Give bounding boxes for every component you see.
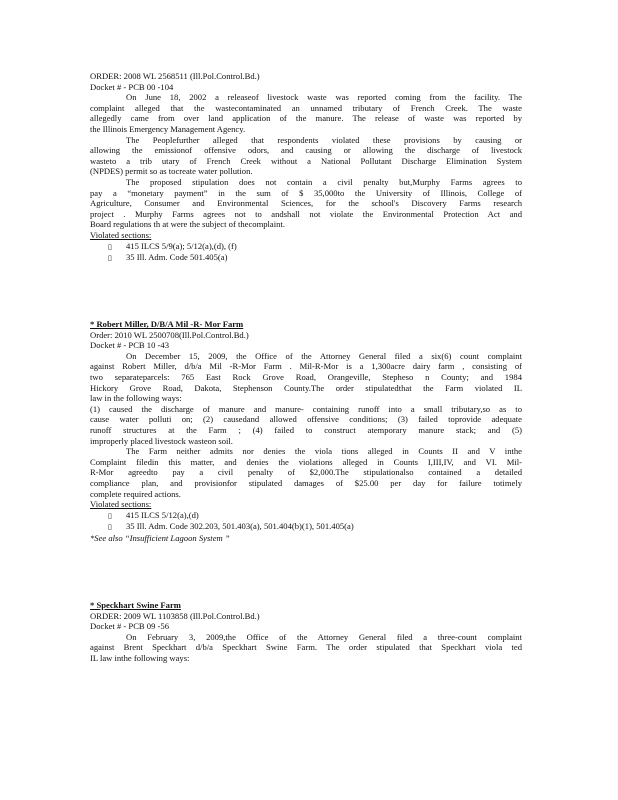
paragraph <box>90 632 522 664</box>
docket-number: Docket # - PCB 00 -104 <box>90 81 174 92</box>
text-line: project . Murphy Farms agrees not to andshall not violate the Environmental Protection Act and <box>90 208 522 219</box>
text-line: R-Mor agreedto pay a civil penalty of $2,000.The stipulationalso contained a detailed <box>90 467 522 478</box>
case-heading: * Robert Miller, D/B/A Mil -R- Mor Farm <box>90 319 244 329</box>
paragraph <box>90 92 522 134</box>
paragraph <box>90 135 522 177</box>
paragraph <box>90 351 522 404</box>
square-bullet-icon: ▯ <box>108 523 112 532</box>
text-line: The proposed stipulation does not contain a civil penalty but,Murphy Farms agrees to <box>126 176 522 187</box>
text-line: On February 3, 2009,the Office of the Attorney General filed a three-count complaint <box>126 631 522 642</box>
case-murphy-farms <box>90 71 522 264</box>
section-list-item: ▯ 415 ILCS 5/9(a); 5/12(a),(d), (f) <box>108 240 237 251</box>
order-citation: Order: 2010 WL 2500708(Ill.Pol.Control.Bd.) <box>90 329 249 340</box>
section-list-item: ▯ 35 Ill. Adm. Code 302.203, 501.403(a), 501.404(b)(1), 501.405(a) <box>108 521 354 532</box>
text-line: two separateparcels: 765 East Rock Grove Road, Orangeville, Stepheso n County; and 1984 <box>90 371 522 382</box>
section-list-item: ▯ 35 Ill. Adm. Code 501.405(a) <box>108 252 228 263</box>
see-also-note: *See also “Insufficient Lagoon System ” <box>90 532 230 543</box>
text-line: pay a “monetary payment” in the sum of $ 35,000to the University of Illinois, College of <box>90 187 522 198</box>
text-line: law in the following ways: <box>90 393 182 404</box>
text-line: the Illinois Emergency Management Agency. <box>90 123 246 134</box>
violated-sections-label: Violated sections: <box>90 229 152 240</box>
text-line: allegedly came from over land application of the manure. The release of waste was reported by <box>90 113 522 124</box>
text-line: runoff structures at the Farm ; (4) failed to construct atemporary manure stack; and (5) <box>90 424 522 435</box>
square-bullet-icon: ▯ <box>108 511 112 520</box>
order-citation: ORDER: 2008 WL 2568511 (Ill.Pol.Control.Bd.) <box>90 71 260 81</box>
paragraph <box>90 446 522 499</box>
text-line: On December 15, 2009, the Office of the Attorney General filed a six(6) count complaint <box>126 350 522 361</box>
violated-sections-label: Violated sections: <box>90 499 152 510</box>
square-bullet-icon: ▯ <box>108 254 112 263</box>
paragraph <box>90 404 522 446</box>
text-line: Complaint filedin this matter, and denies the violations alleged in Counts I,III,IV, and VI. Mil- <box>90 456 522 467</box>
text-line: The Peoplefurther alleged that respondents violated these provisions by causing or <box>126 134 522 145</box>
paragraph <box>90 177 522 230</box>
docket-number: Docket # - PCB 10 -43 <box>90 340 170 351</box>
text-line: compliance plan, and provisionfor stipulated damages of $25.00 per day for failure totimely <box>90 477 522 488</box>
text-line: The Farm neither admits nor denies the viola tions alleged in Counts II and V inthe <box>126 446 522 457</box>
text-line: Agriculture, Consumer and Environmental Sciences, for the school's Discovery Farms research <box>90 198 522 209</box>
order-citation: ORDER: 2009 WL 1103858 (Ill.Pol.Control.Bd.) <box>90 610 260 621</box>
section-list-item: ▯ 415 ILCS 5/12(a),(d) <box>108 509 199 520</box>
text-line: against Robert Miller, d/b/a Mil -R-Mor Farm . Mil-R-Mor is a 1,300acre dairy farm , consisting of <box>90 361 522 372</box>
text-line: complaint alleged that the wastecontaminated an unnamed tributary of French Creek. The waste <box>90 102 522 113</box>
text-line: Hickory Grove Road, Dakota, Stephenson County.The order stipulatedthat the Farm violated IL <box>90 382 522 393</box>
text-line: wasteto a trib utary of French Creek without a National Pollutant Discharge Elimination System <box>90 155 522 166</box>
text-line: (NPDES) permit so as tocreate water pollution. <box>90 166 253 177</box>
text-line: (1) caused the discharge of manure and manure- containing runoff into a small tributary,so as to <box>90 403 522 414</box>
case-robert-miller <box>90 319 522 543</box>
text-line: allowing the emissionof offensive odors, and causing or allowing the discharge of livestock <box>90 145 522 156</box>
text-line: Board regulations th at were the subject of thecomplaint. <box>90 219 285 230</box>
text-line: IL law inthe following ways: <box>90 652 190 663</box>
docket-number: Docket # - PCB 09 -56 <box>90 621 170 632</box>
case-heading: * Speckhart Swine Farm <box>90 600 181 610</box>
text-line: improperly placed livestock wasteon soil. <box>90 435 233 446</box>
text-line: cause water polluti on; (2) causedand allowed offensive conditions; (3) failed toprovide adequate <box>90 414 522 425</box>
square-bullet-icon: ▯ <box>108 242 112 251</box>
text-line: complete required actions. <box>90 488 181 499</box>
text-line: On June 18, 2002 a releaseof livestock waste was reported coming from the facility. The <box>126 92 522 103</box>
text-line: against Brent Speckhart d/b/a Speckhart Swine Farm. The order stipulated that Speckhart viola ted <box>90 642 522 653</box>
case-speckhart-swine-farm <box>90 600 522 664</box>
